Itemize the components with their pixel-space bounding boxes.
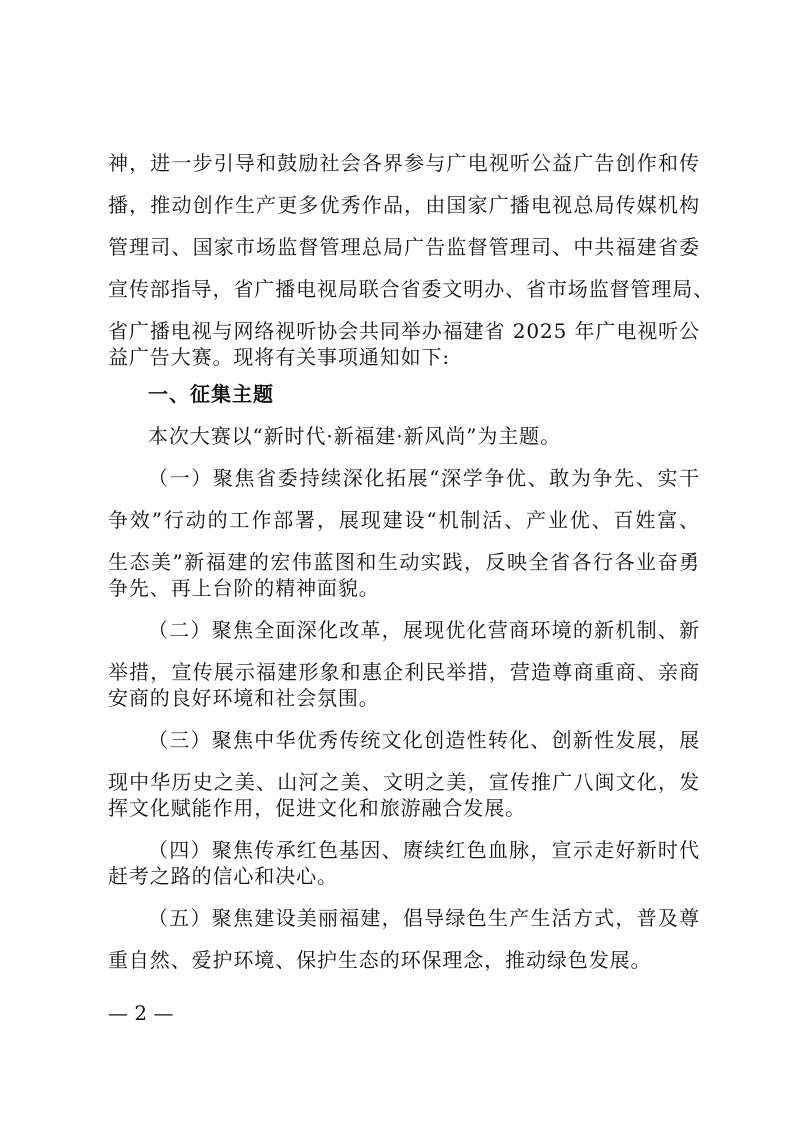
item-3-line-1: （三）聚焦中华优秀传统文化创造性转化、创新性发展，展 xyxy=(148,728,700,752)
intro-line-6: 益广告大赛。现将有关事项通知如下: xyxy=(108,345,451,369)
item-2-line-1: （二）聚焦全面深化改革，展现优化营商环境的新机制、新 xyxy=(148,618,700,642)
item-3-line-2: 现中华历史之美、山河之美、文明之美，宣传推广八闽文化，发 xyxy=(108,770,700,794)
item-1-line-3: 生态美”新福建的宏伟蓝图和生动实践，反映全省各行各业奋勇 xyxy=(108,550,700,574)
item-2-line-2: 举措，宣传展示福建形象和惠企利民举措，营造尊商重商、亲商 xyxy=(108,660,700,684)
page-number: — 2 — xyxy=(108,1001,174,1025)
intro-line-4: 宣传部指导，省广播电视局联合省委文明办、省市场监督管理局、 xyxy=(108,277,715,301)
item-1-line-1: （一）聚焦省委持续深化拓展“深学争优、敢为争先、实干 xyxy=(148,466,700,490)
theme-line: 本次大赛以“新时代·新福建·新风尚”为主题。 xyxy=(148,424,561,448)
item-5-line-2: 重自然、爱护环境、保护生态的环保理念，推动绿色发展。 xyxy=(108,948,652,972)
intro-line-3: 管理司、国家市场监督管理总局广告监督管理司、中共福建省委 xyxy=(108,235,700,259)
item-1-line-2: 争效”行动的工作部署，展现建设“机制活、产业优、百姓富、 xyxy=(108,508,700,532)
item-3-line-3: 挥文化赋能作用，促进文化和旅游融合发展。 xyxy=(108,796,526,820)
item-5-line-1: （五）聚焦建设美丽福建，倡导绿色生产生活方式，普及尊 xyxy=(148,906,700,930)
intro-line-1: 神，进一步引导和鼓励社会各界参与广电视听公益广告创作和传 xyxy=(108,151,700,175)
item-2-line-3: 安商的良好环境和社会氛围。 xyxy=(108,686,380,710)
item-1-line-4: 争先、再上台阶的精神面貌。 xyxy=(108,576,380,600)
item-4-line-2: 赶考之路的信心和决心。 xyxy=(108,864,338,888)
section-heading: 一、征集主题 xyxy=(148,382,274,406)
intro-line-2: 播，推动创作生产更多优秀作品，由国家广播电视总局传媒机构 xyxy=(108,193,700,217)
intro-line-5: 省广播电视与网络视听协会共同举办福建省 2025 年广电视听公 xyxy=(108,319,700,343)
item-4-line-1: （四）聚焦传承红色基因、赓续红色血脉，宣示走好新时代 xyxy=(148,838,700,862)
